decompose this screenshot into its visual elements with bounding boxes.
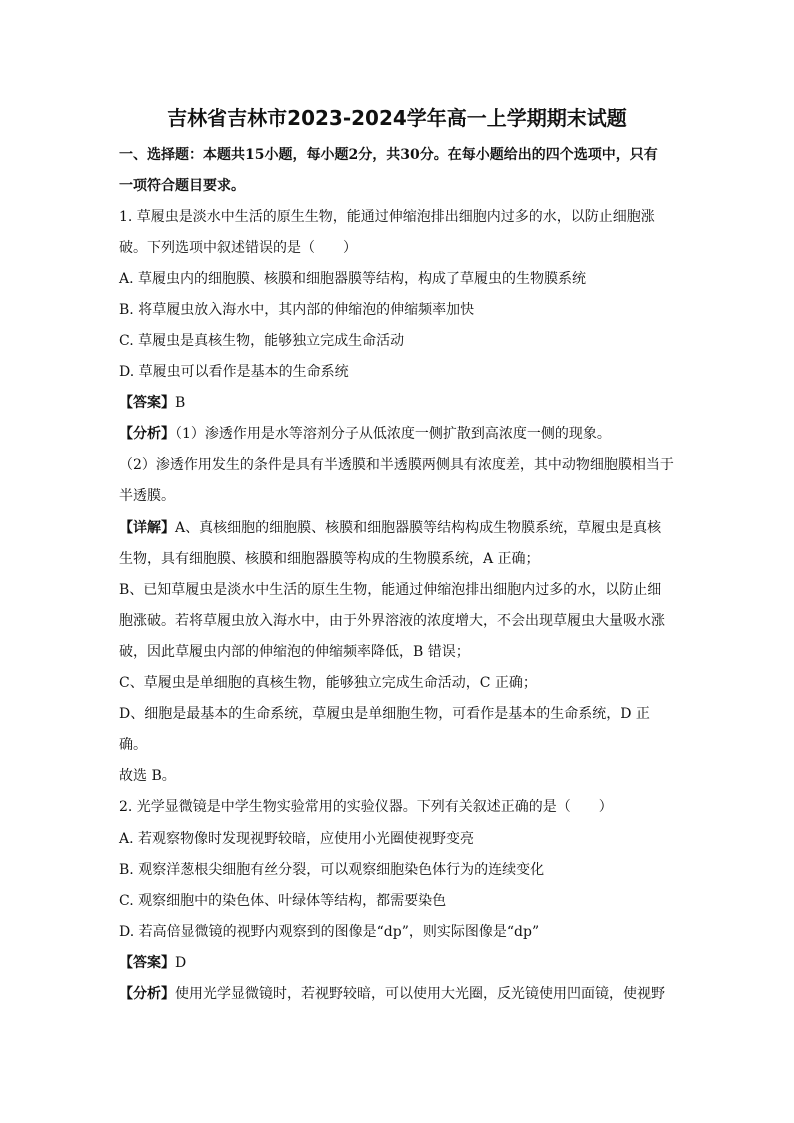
q1-answer [119,393,185,413]
q1-detail-line-2: 生物，具有细胞膜、核膜和细胞器膜等构成的生物膜系统，A 正确； [119,551,540,567]
q1-option-d: D. 草履虫可以看作是基本的生命系统 [119,364,349,380]
q1-stem-line-1: 1. 草履虫是淡水中生活的原生生物，能通过伸缩泡排出细胞内过多的水，以防止细胞涨 [119,209,655,225]
answer-value: B [175,395,186,411]
q1-option-c: C. 草履虫是真核生物，能够独立完成生命活动 [119,333,405,349]
q1-detail-line-8: 确。 [119,737,147,753]
q2-option-a: A. 若观察物像时发现视野较暗，应使用小光圈使视野变亮 [119,831,475,847]
q2-option-c: C. 观察细胞中的染色体、叶绿体等结构，都需要染色 [119,893,447,909]
detail-label: 【详解】 [119,520,175,536]
section-heading-line-2: 一项符合题目要求。 [119,178,245,194]
q2-option-b: B. 观察洋葱根尖细胞有丝分裂，可以观察细胞染色体行为的连续变化 [119,862,545,878]
q2-analysis-line-1 [119,984,665,1004]
section-heading-line-1: 一、选择题：本题共15小题，每小题2分，共30分。在每小题给出的四个选项中，只有 [119,147,658,163]
q1-detail-line-1 [119,518,661,538]
q1-analysis-line-2: （2）渗透作用发生的条件是具有半透膜和半透膜两侧具有浓度差，其中动物细胞膜相当于 [119,457,674,473]
q1-option-b: B. 将草履虫放入海水中，其内部的伸缩泡的伸缩频率加快 [119,302,475,318]
q1-conclusion: 故选 B。 [119,768,176,784]
analysis-text: 使用光学显微镜时，若视野较暗，可以使用大光圈，反光镜使用凹面镜，使视野 [175,986,665,1002]
q1-analysis-line-3: 半透膜。 [119,488,175,504]
q1-stem-line-2: 破。下列选项中叙述错误的是（ ） [119,240,357,256]
analysis-text: （1）渗透作用是水等溶剂分子从低浓度一侧扩散到高浓度一侧的现象。 [175,426,611,442]
q1-option-a: A. 草履虫内的细胞膜、核膜和细胞器膜等结构，构成了草履虫的生物膜系统 [119,271,587,287]
analysis-label: 【分析】 [119,426,175,442]
q1-detail-line-4: 胞涨破。若将草履虫放入海水中，由于外界溶液的浓度增大，不会出现草履虫大量吸水涨 [119,613,665,629]
q1-detail-line-6: C、草履虫是单细胞的真核生物，能够独立完成生命活动，C 正确； [119,675,537,691]
q1-detail-line-7: D、细胞是最基本的生命系统，草履虫是单细胞生物，可看作是基本的生命系统，D 正 [119,706,650,722]
detail-text: A、真核细胞的细胞膜、核膜和细胞器膜等结构构成生物膜系统，草履虫是真核 [175,520,662,536]
q2-stem: 2. 光学显微镜是中学生物实验常用的实验仪器。下列有关叙述正确的是（ ） [119,799,613,815]
q1-detail-line-5: 破，因此草履虫内部的伸缩泡的伸缩频率降低，B 错误； [119,644,470,660]
q1-detail-line-3: B、已知草履虫是淡水中生活的原生生物，能通过伸缩泡排出细胞内过多的水，以防止细 [119,582,662,598]
q1-analysis-line-1 [119,424,611,444]
answer-value: D [175,955,187,971]
q2-answer [119,953,186,973]
document-title: 吉林省吉林市2023-2024学年高一上学期期末试题 [167,106,627,130]
answer-label: 【答案】 [119,955,175,971]
answer-label: 【答案】 [119,395,175,411]
analysis-label: 【分析】 [119,986,175,1002]
q2-option-d: D. 若高倍显微镜的视野内观察到的图像是“dp”，则实际图像是“dp” [119,924,540,940]
